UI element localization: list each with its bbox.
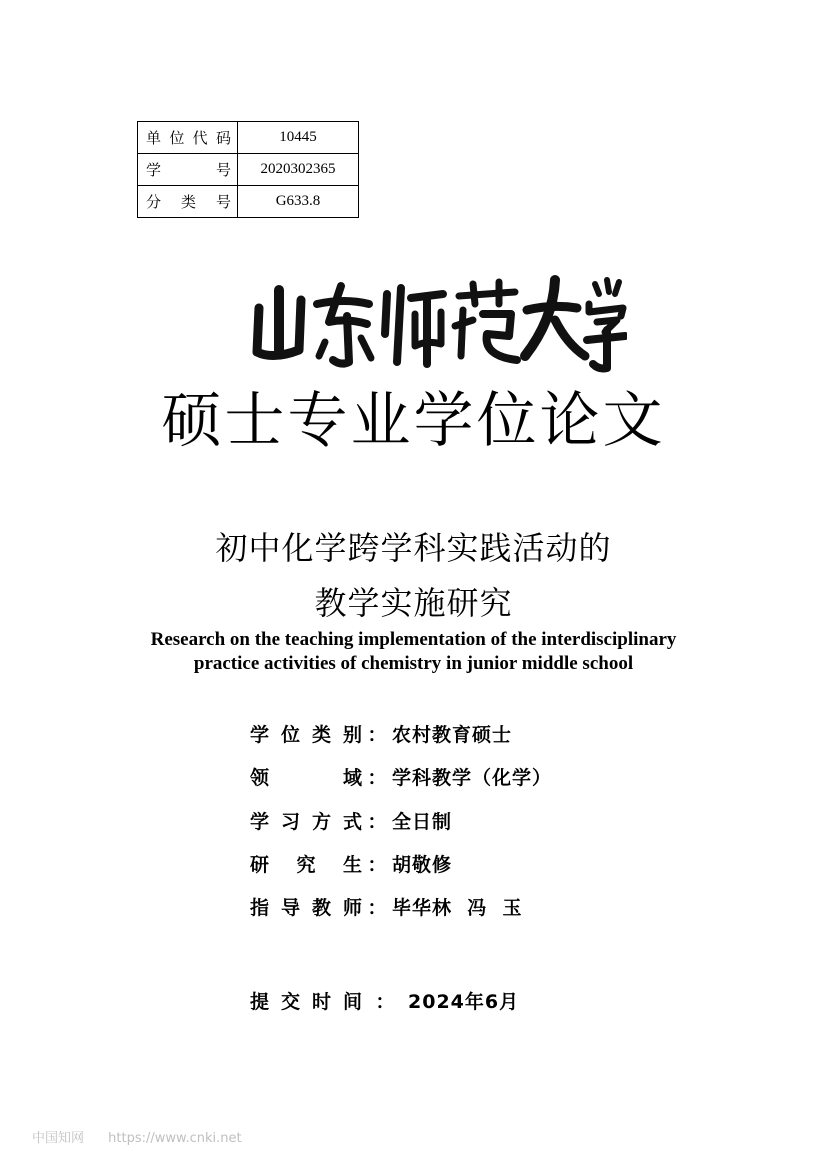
label-char: 导 <box>280 896 300 919</box>
label-char: 习 <box>280 810 300 833</box>
label-char: 码 <box>215 131 231 147</box>
info-colon: ： <box>367 853 387 876</box>
label-char: 号 <box>215 195 231 211</box>
thesis-title-cn-line-1: 初中化学跨学科实践活动的 <box>215 529 612 567</box>
label-char: 类 <box>180 195 196 211</box>
label-char: 位 <box>280 723 300 746</box>
label-char: 师 <box>342 896 362 919</box>
label-char: 单 <box>146 131 162 147</box>
info-value: 学科教学（化学） <box>392 766 553 789</box>
university-calligraphy-logo <box>237 270 627 374</box>
meta-label <box>138 186 238 218</box>
info-value: 2024年6月 <box>408 990 520 1013</box>
meta-label-text <box>146 127 231 148</box>
info-colon: ： <box>367 896 387 919</box>
meta-row-student-id <box>138 154 359 186</box>
info-colon: ： <box>367 723 387 746</box>
info-value: 全日制 <box>392 810 453 833</box>
info-colon: ： <box>367 810 387 833</box>
label-char: 间 <box>342 990 362 1013</box>
info-label <box>250 763 362 790</box>
meta-label <box>138 154 238 186</box>
label-char: 指 <box>250 896 270 919</box>
metadata-table <box>137 121 359 218</box>
meta-value: 2020302365 <box>238 154 359 186</box>
info-row-field <box>250 762 552 790</box>
label-char: 学 <box>250 723 270 746</box>
label-char: 类 <box>311 723 331 746</box>
label-char: 研 <box>250 853 270 876</box>
thesis-title-en-line-1: Research on the teaching implementation of the interdisciplinary <box>150 629 677 650</box>
info-value: 农村教育硕士 <box>392 723 513 746</box>
meta-label-text <box>146 159 231 180</box>
label-char: 领 <box>250 766 270 789</box>
info-value: 毕华林 冯 玉 <box>392 896 523 919</box>
watermark-url: https://www.cnki.net <box>108 1131 242 1146</box>
label-char: 究 <box>296 853 316 876</box>
info-row-degree-category <box>250 719 512 747</box>
label-char: 号 <box>215 163 231 179</box>
info-row-study-mode <box>250 806 452 834</box>
label-char: 时 <box>311 990 331 1013</box>
calligraphy-logo-graphic <box>237 270 627 374</box>
meta-row-unit-code <box>138 122 359 154</box>
watermark-brand: 中国知网 <box>32 1131 85 1146</box>
meta-value: G633.8 <box>238 186 359 218</box>
label-char: 学 <box>146 163 162 179</box>
meta-row-classification <box>138 186 359 218</box>
label-char: 交 <box>280 990 300 1013</box>
info-row-graduate-student <box>250 849 452 877</box>
thesis-title-en-line-2: practice activities of chemistry in junior middle school <box>193 653 634 674</box>
label-char: 学 <box>250 810 270 833</box>
info-row-submission-date <box>250 986 519 1014</box>
label-char: 分 <box>146 195 162 211</box>
info-label <box>250 987 362 1014</box>
info-label <box>250 893 362 920</box>
info-label <box>250 807 362 834</box>
label-char: 域 <box>342 766 362 789</box>
label-char: 别 <box>342 723 362 746</box>
info-colon: ： <box>375 990 395 1013</box>
info-row-supervisor <box>250 892 522 920</box>
info-label <box>250 720 362 747</box>
info-colon: ： <box>367 766 387 789</box>
thesis-title-cn-line-2: 教学实施研究 <box>314 584 513 622</box>
label-char: 方 <box>311 810 331 833</box>
label-char: 教 <box>311 896 331 919</box>
meta-label <box>138 122 238 154</box>
meta-label-text <box>146 191 231 212</box>
label-char: 提 <box>250 990 270 1013</box>
label-char: 生 <box>342 853 362 876</box>
cnki-watermark <box>32 1127 262 1146</box>
info-label <box>250 850 362 877</box>
degree-type-title: 硕士专业学位论文 <box>161 386 666 456</box>
info-value: 胡敬修 <box>392 853 453 876</box>
label-char: 位 <box>169 131 185 147</box>
meta-value: 10445 <box>238 122 359 154</box>
label-char: 式 <box>342 810 362 833</box>
label-char: 代 <box>192 131 208 147</box>
